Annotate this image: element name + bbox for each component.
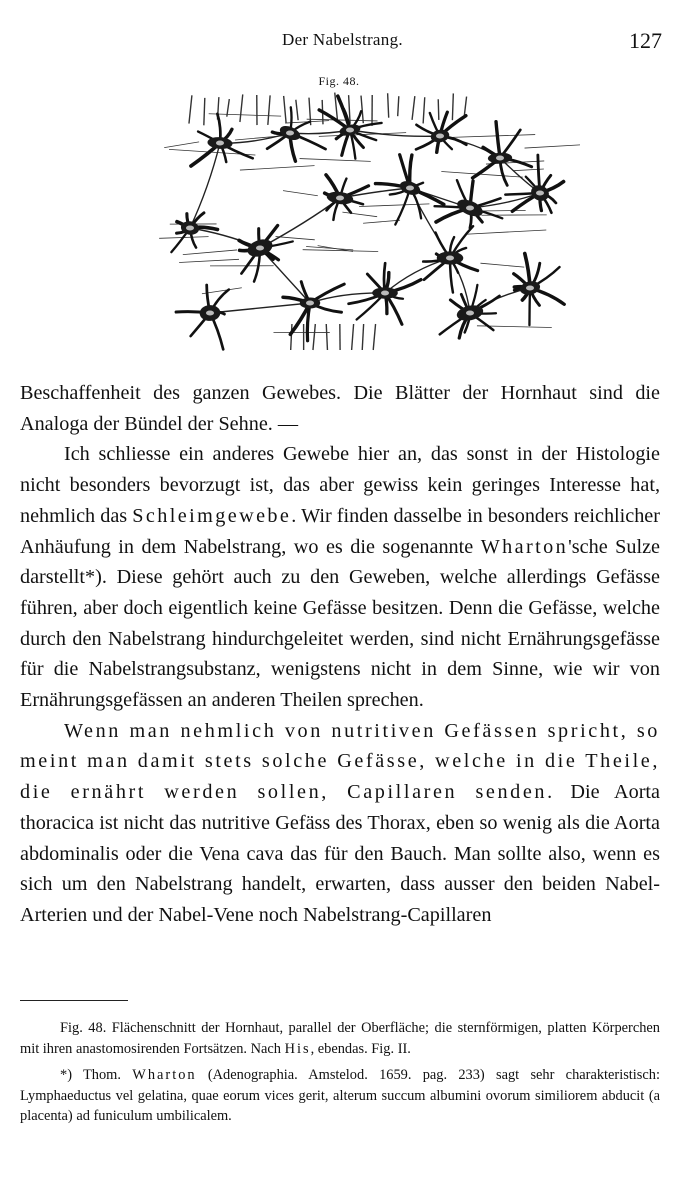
stellate-cell: [325, 175, 369, 220]
stellate-cell: [423, 226, 477, 292]
footnote-author: Wharton: [132, 1067, 197, 1084]
footnotes: [20, 1018, 660, 1133]
stellate-cell: [176, 285, 229, 349]
footnote-text-b: (Adenographia. Amstelod. 1659. pag. 233) sagt sehr charakteristisch: Lymphaeductus vel gelatina, quae eorum vices gerit, alterum succum albumini ovorum similiorem abducit (a placenta) ad funiculum umbilicalem.: [20, 1067, 660, 1125]
paragraph-2-text-c: 'sche Sulze darstellt*). Diese gehört auch zu den Geweben, welche allerdings Gefässe führen, aber doch eigentlich keine Gefässe besitzen. Denn die Gefässe, welche durch den Nabelstrang hindurchgeleitet werden, sind nicht Ernährungsgefässe für die Nabelstrangsubstanz, wenigstens nicht in dem Sinne, wie wir von Ernährungsgefässen an anderen Theilen sprechen.: [20, 535, 660, 712]
stellate-cell: [283, 282, 344, 341]
cell-process: [260, 198, 340, 248]
paragraph-2: [20, 439, 660, 715]
figure-illustration: [150, 88, 580, 358]
footnote-figure-caption: [20, 1018, 660, 1059]
paragraph-3-rest: Die Aorta thoracica ist nicht das nutritive Gefäss des Thorax, eben so wenig als die Aorta abdominalis oder die Vena cava das für den Bauch. Man sollte also, wenn es sich um den Nabelstrang handelt, erwarten, dass ausser den beiden Nabel-Arterien und der Nabel-Vene noch Nabelstrang-Capillaren: [20, 781, 660, 926]
stellate-cell: [267, 107, 325, 161]
stellate-cell: [440, 285, 500, 338]
footnote-rule: [20, 1000, 128, 1001]
stellate-cell: [505, 155, 563, 213]
paragraph-3-spaced: Wenn man nehmlich von nutritiven Gefässen spricht, so meint man damit stets solche Gefässe, welche in die Theile, die ernährt werden sollen, Capillaren senden.: [20, 719, 660, 804]
stellate-cell: [514, 253, 565, 325]
running-title: Der Nabelstrang.: [282, 30, 403, 49]
paragraph-3: [20, 716, 660, 931]
name-wharton: Wharton: [480, 535, 569, 558]
paragraph-1: Beschaffenheit des ganzen Gewebes. Die Blätter der Hornhaut sind die Analoga der Bündel der Sehne. —: [20, 382, 660, 435]
paragraph-2-text-b: . Wir finden dasselbe in besonders reichlicher Anhäufung in dem Nabelstrang, wo es die sogenannte: [20, 504, 660, 558]
stellate-cell: [473, 122, 532, 186]
footnote-wharton: [20, 1065, 660, 1127]
page-number: 127: [629, 28, 662, 53]
paragraph-2-text-a: Ich schliesse ein anderes Gewebe hier an, das sonst in der Histologie nicht besonders bevorzugt ist, das aber gewiss kein geringes Interesse hat, nehmlich das: [20, 443, 660, 527]
caption-author: His: [284, 1040, 311, 1057]
body-text: [20, 378, 660, 931]
page-header: [0, 28, 678, 58]
term-schleimgewebe: Schleimgewebe: [132, 504, 292, 527]
figure-label: Fig. 48.: [318, 74, 360, 88]
cell-process: [385, 258, 450, 293]
footnote-text-a: *) Thom.: [60, 1067, 133, 1084]
caption-text-a: Fig. 48. Flächenschnitt der Hornhaut, parallel der Oberfläche; die sternförmigen, platten Körperchen mit ihren anastomosirenden Fortsätzen. Nach: [20, 1020, 660, 1057]
stellate-cell: [375, 155, 443, 225]
cell-process: [210, 303, 310, 313]
stellate-cell: [191, 114, 253, 166]
caption-text-b: , ebendas. Fig. II.: [310, 1040, 411, 1057]
